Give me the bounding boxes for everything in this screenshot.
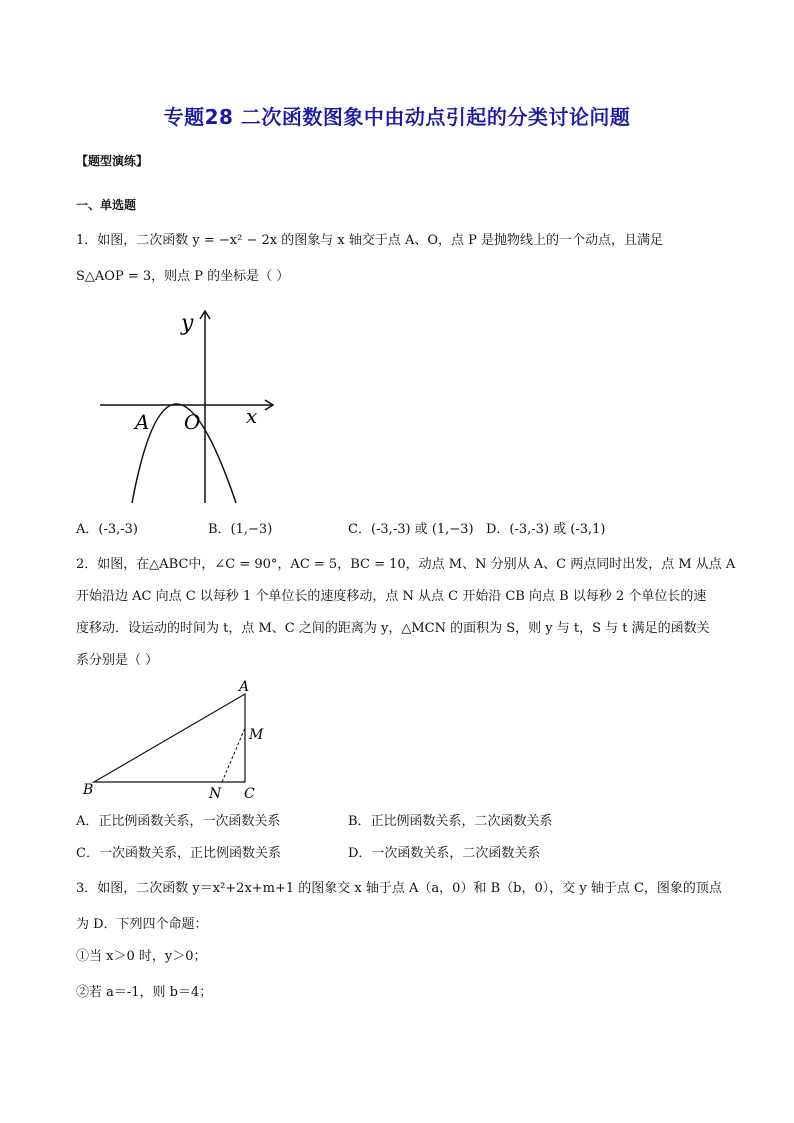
q2-option-d[interactable]: D．一次函数关系，二次函数关系 <box>348 846 541 861</box>
q3-proposition-2: ②若 a＝-1，则 b＝4； <box>76 985 213 1000</box>
page-title: 专题28 二次函数图象中由动点引起的分类讨论问题 <box>163 105 631 129</box>
q2-triangle-figure <box>78 676 278 804</box>
q1-parabola-figure <box>95 305 285 510</box>
q2-option-c[interactable]: C．一次函数关系，正比例函数关系 <box>76 846 281 861</box>
axis-label-y: y <box>181 311 194 336</box>
q2-option-b[interactable]: B．正比例函数关系，二次函数关系 <box>348 814 553 829</box>
axis-label-x: x <box>246 404 258 428</box>
label-b: B <box>83 782 94 798</box>
label-n: N <box>209 786 222 802</box>
segment-mn <box>222 728 245 782</box>
q1-option-d[interactable]: D．(-3,-3) 或 (-3,1) <box>486 522 606 537</box>
q2-option-a[interactable]: A．正比例函数关系，一次函数关系 <box>76 814 281 829</box>
point-label-a: A <box>135 410 150 434</box>
section-tag: 【题型演练】 <box>76 154 149 168</box>
q2-stem-line4: 系分别是（ ） <box>76 653 159 668</box>
q1-option-c[interactable]: C．(-3,-3) 或 (1,−3) <box>348 522 474 537</box>
section-heading: 一、单选题 <box>76 198 137 212</box>
q2-stem-line1: 2．如图，在△ABC中，∠C = 90°，AC = 5，BC = 10，动点 M、N 分别从 A、C 两点同时出发，点 M 从点 A <box>76 557 736 572</box>
q2-stem-line3: 度移动．设运动的时间为 t，点 M、C 之间的距离为 y，△MCN 的面积为 S，则 y 与 t，S 与 t 满足的函数关 <box>76 621 710 636</box>
label-m: M <box>249 727 264 743</box>
label-c: C <box>244 786 255 802</box>
q1-option-b[interactable]: B．(1,−3) <box>208 522 273 537</box>
label-a: A <box>239 679 250 695</box>
q3-stem-line2: 为 D．下列四个命题： <box>76 917 208 932</box>
q1-stem-line2: S△AOP = 3，则点 P 的坐标是（ ） <box>76 269 290 284</box>
q3-stem-line1: 3．如图，二次函数 y＝x²+2x+m+1 的图象交 x 轴于点 A（a，0）和 B（b，0），交 y 轴于点 C，图象的顶点 <box>76 881 722 896</box>
q1-stem-line1: 1．如图，二次函数 y = −x² − 2x 的图象与 x 轴交于点 A、O，点 P 是抛物线上的一个动点，且满足 <box>76 233 664 248</box>
q3-proposition-1: ①当 x＞0 时，y＞0； <box>76 949 207 964</box>
triangle-abc <box>94 694 245 782</box>
point-label-o: O <box>184 410 201 434</box>
q2-stem-line2: 开始沿边 AC 向点 C 以每秒 1 个单位长的速度移动，点 N 从点 C 开始沿 CB 向点 B 以每秒 2 个单位长的速 <box>76 589 707 604</box>
q1-option-a[interactable]: A．(-3,-3) <box>76 522 138 537</box>
